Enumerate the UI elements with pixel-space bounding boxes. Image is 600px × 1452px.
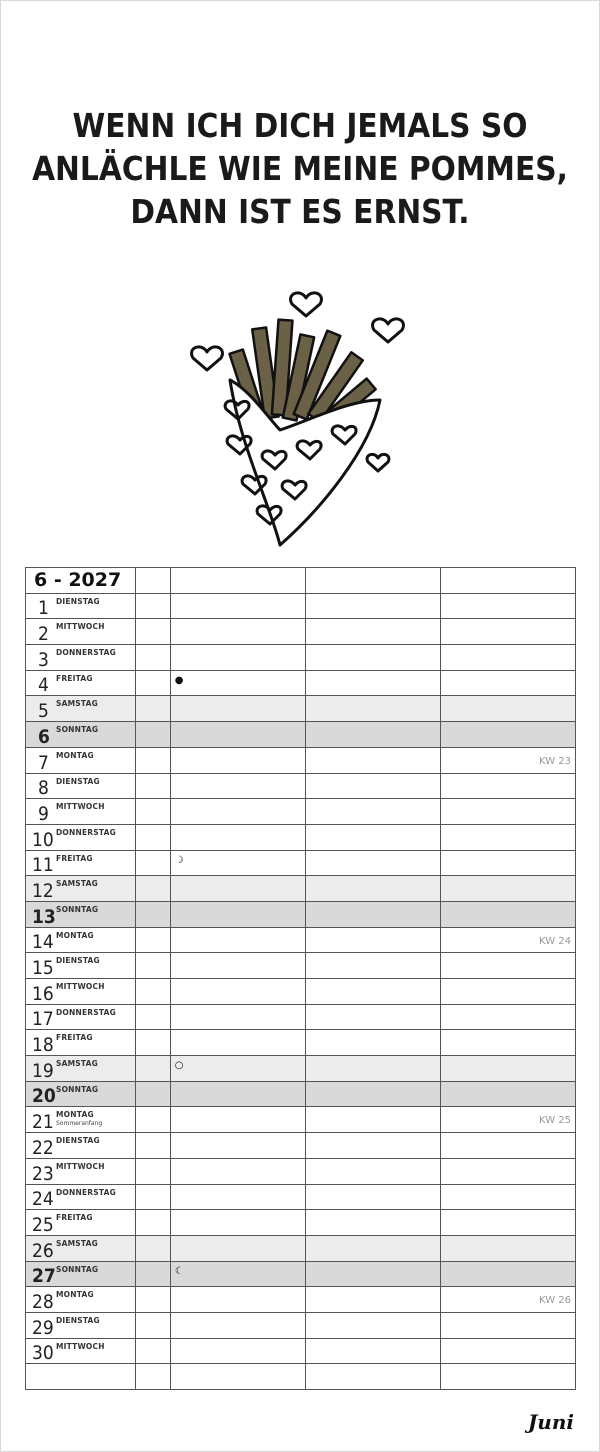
- day-row: [26, 773, 576, 799]
- entry-cell[interactable]: [170, 953, 305, 979]
- entry-cell[interactable]: [305, 901, 440, 927]
- day-number: 13: [32, 905, 56, 928]
- date-cell: [26, 1210, 136, 1236]
- day-row: [26, 901, 576, 927]
- day-number: 17: [32, 1008, 54, 1031]
- entry-cell[interactable]: [440, 1287, 575, 1313]
- date-cell: [26, 696, 136, 722]
- weekday-name: MITTWOCH: [56, 802, 105, 812]
- day-number: 25: [32, 1213, 54, 1236]
- entry-cell[interactable]: [170, 799, 305, 825]
- calendar-week-label: KW 25: [539, 1115, 571, 1127]
- entry-cell[interactable]: [440, 670, 575, 696]
- entry-cell[interactable]: [170, 901, 305, 927]
- weekday-name: DONNERSTAG: [56, 1187, 116, 1197]
- narrow-cell[interactable]: [136, 1004, 171, 1030]
- date-cell: [26, 876, 136, 902]
- day-row: [26, 979, 576, 1005]
- month-year-header: 6 - 2027: [26, 568, 136, 594]
- day-row: [26, 927, 576, 953]
- entry-cell[interactable]: [440, 1133, 575, 1159]
- entry-cell[interactable]: [440, 593, 575, 619]
- narrow-cell[interactable]: [136, 799, 171, 825]
- date-cell: [26, 1364, 136, 1390]
- day-number: 4: [38, 674, 49, 697]
- day-row: [26, 1107, 576, 1133]
- entry-cell[interactable]: [170, 1364, 305, 1390]
- day-row: [26, 953, 576, 979]
- day-row: [26, 696, 576, 722]
- narrow-cell[interactable]: [136, 1312, 171, 1338]
- entry-cell[interactable]: [305, 722, 440, 748]
- entry-cell[interactable]: [305, 1107, 440, 1133]
- entry-cell[interactable]: [170, 619, 305, 645]
- entry-cell[interactable]: [440, 696, 575, 722]
- entry-cell[interactable]: [305, 979, 440, 1005]
- entry-cell[interactable]: [170, 1312, 305, 1338]
- day-row: [26, 747, 576, 773]
- entry-cell[interactable]: [440, 1210, 575, 1236]
- weekday-name: SONNTAG: [56, 1084, 99, 1094]
- narrow-cell[interactable]: [136, 773, 171, 799]
- weekday-name: DIENSTAG: [56, 956, 100, 966]
- narrow-cell[interactable]: [136, 927, 171, 953]
- day-row: [26, 1287, 576, 1313]
- entry-cell[interactable]: [440, 927, 575, 953]
- day-number: 28: [32, 1290, 54, 1313]
- date-cell: [26, 722, 136, 748]
- entry-cell[interactable]: [305, 850, 440, 876]
- weekday-name: SAMSTAG: [56, 699, 98, 709]
- quote: [30, 104, 570, 233]
- weekday-name: DIENSTAG: [56, 1136, 100, 1146]
- date-cell: [26, 850, 136, 876]
- entry-cell[interactable]: [440, 953, 575, 979]
- narrow-cell[interactable]: [136, 747, 171, 773]
- date-cell: [26, 1056, 136, 1082]
- narrow-cell[interactable]: [136, 1107, 171, 1133]
- date-cell: [26, 1081, 136, 1107]
- date-cell: [26, 1030, 136, 1056]
- weekday-name: DIENSTAG: [56, 1315, 100, 1325]
- column-3[interactable]: [440, 568, 575, 594]
- day-row: [26, 1312, 576, 1338]
- month-label: Juni: [527, 1410, 574, 1434]
- entry-cell[interactable]: [170, 1158, 305, 1184]
- calendar-header-row: [26, 568, 576, 594]
- entry-cell[interactable]: [440, 1261, 575, 1287]
- entry-cell[interactable]: [170, 1287, 305, 1313]
- entry-cell[interactable]: [305, 645, 440, 671]
- entry-cell[interactable]: [440, 901, 575, 927]
- entry-cell[interactable]: [305, 773, 440, 799]
- fries-illustration: [180, 280, 410, 550]
- entry-cell[interactable]: [440, 1081, 575, 1107]
- entry-cell[interactable]: [440, 1004, 575, 1030]
- date-cell: [26, 1312, 136, 1338]
- day-number: 21: [32, 1111, 54, 1134]
- day-row: [26, 1158, 576, 1184]
- entry-cell[interactable]: [170, 747, 305, 773]
- entry-cell[interactable]: [170, 1030, 305, 1056]
- narrow-cell[interactable]: [136, 645, 171, 671]
- day-number: 3: [38, 648, 49, 671]
- day-row: [26, 619, 576, 645]
- entry-cell[interactable]: [305, 747, 440, 773]
- day-number: 11: [32, 854, 54, 877]
- entry-cell[interactable]: [440, 876, 575, 902]
- entry-cell[interactable]: [305, 824, 440, 850]
- entry-cell[interactable]: [305, 1287, 440, 1313]
- weekday-name: MONTAG: [56, 750, 94, 760]
- entry-cell[interactable]: [440, 979, 575, 1005]
- date-cell: [26, 953, 136, 979]
- quote-line: DANN IST ES ERNST.: [130, 192, 470, 231]
- weekday-name: FREITAG: [56, 1213, 93, 1223]
- entry-cell[interactable]: [440, 1030, 575, 1056]
- entry-cell[interactable]: [440, 619, 575, 645]
- date-cell: [26, 1287, 136, 1313]
- day-number: 29: [32, 1316, 54, 1339]
- day-row: [26, 593, 576, 619]
- entry-cell[interactable]: [440, 1158, 575, 1184]
- day-number: 6: [38, 725, 50, 748]
- date-cell: [26, 1107, 136, 1133]
- weekday-name: FREITAG: [56, 673, 93, 683]
- narrow-cell[interactable]: [136, 824, 171, 850]
- narrow-cell[interactable]: [136, 1056, 171, 1082]
- entry-cell[interactable]: [305, 1133, 440, 1159]
- weekday-name: DIENSTAG: [56, 776, 100, 786]
- entry-cell[interactable]: [305, 1364, 440, 1390]
- day-number: 18: [32, 1034, 54, 1057]
- date-cell: [26, 1158, 136, 1184]
- day-row: [26, 850, 576, 876]
- narrow-cell[interactable]: [136, 696, 171, 722]
- day-row: [26, 1081, 576, 1107]
- narrow-cell[interactable]: [136, 901, 171, 927]
- entry-cell[interactable]: [305, 696, 440, 722]
- day-number: 27: [32, 1265, 56, 1288]
- moon-phase-icon: ☽: [174, 854, 184, 866]
- day-number: 9: [38, 802, 49, 825]
- day-number: 5: [38, 700, 49, 723]
- day-number: 26: [32, 1239, 54, 1262]
- narrow-cell[interactable]: [136, 1210, 171, 1236]
- narrow-cell[interactable]: [136, 953, 171, 979]
- weekday-name: SAMSTAG: [56, 879, 98, 889]
- entry-cell[interactable]: [305, 1030, 440, 1056]
- entry-cell[interactable]: [305, 927, 440, 953]
- empty-row: [26, 1364, 576, 1390]
- entry-cell[interactable]: [440, 722, 575, 748]
- weekday-name: FREITAG: [56, 1033, 93, 1043]
- day-row: [26, 799, 576, 825]
- day-number: 12: [32, 879, 54, 902]
- date-cell: [26, 927, 136, 953]
- entry-cell[interactable]: [170, 670, 305, 696]
- date-cell: [26, 619, 136, 645]
- entry-cell[interactable]: [305, 953, 440, 979]
- weekday-name: MONTAG: [56, 1110, 94, 1120]
- entry-cell[interactable]: [305, 1312, 440, 1338]
- entry-cell[interactable]: [170, 773, 305, 799]
- entry-cell[interactable]: [440, 773, 575, 799]
- entry-cell[interactable]: [170, 850, 305, 876]
- weekday-name: DONNERSTAG: [56, 648, 116, 658]
- entry-cell[interactable]: [170, 979, 305, 1005]
- date-cell: [26, 1133, 136, 1159]
- day-row: [26, 1056, 576, 1082]
- entry-cell[interactable]: [305, 1235, 440, 1261]
- narrow-cell[interactable]: [136, 876, 171, 902]
- entry-cell[interactable]: [305, 1184, 440, 1210]
- calendar-week-label: KW 26: [539, 1295, 571, 1307]
- calendar-table: [25, 567, 576, 1390]
- entry-cell[interactable]: [440, 747, 575, 773]
- date-cell: [26, 747, 136, 773]
- day-row: [26, 1030, 576, 1056]
- entry-cell[interactable]: [170, 1081, 305, 1107]
- entry-cell[interactable]: [170, 722, 305, 748]
- day-number: 2: [38, 623, 49, 646]
- narrow-cell[interactable]: [136, 850, 171, 876]
- weekday-name: MITTWOCH: [56, 982, 105, 991]
- entry-cell[interactable]: [305, 1056, 440, 1082]
- entry-cell[interactable]: [170, 645, 305, 671]
- weekday-name: SONNTAG: [56, 904, 99, 914]
- day-number: 7: [38, 751, 49, 774]
- date-cell: [26, 1235, 136, 1261]
- entry-cell[interactable]: [440, 1338, 575, 1364]
- entry-cell[interactable]: [305, 1158, 440, 1184]
- day-number: 16: [32, 982, 54, 1005]
- heart-icon: [367, 454, 389, 471]
- entry-cell[interactable]: [170, 1261, 305, 1287]
- weekday-name: SONNTAG: [56, 725, 99, 735]
- day-number: 22: [32, 1136, 54, 1159]
- day-number: 30: [32, 1342, 54, 1365]
- day-row: [26, 1210, 576, 1236]
- narrow-cell[interactable]: [136, 1081, 171, 1107]
- quote-line: ANLÄCHLE WIE MEINE POMMES,: [32, 149, 568, 188]
- narrow-cell[interactable]: [136, 670, 171, 696]
- weekday-name: MITTWOCH: [56, 1341, 105, 1351]
- entry-cell[interactable]: [170, 927, 305, 953]
- moon-phase-icon: ☾: [174, 1265, 184, 1277]
- day-row: [26, 1261, 576, 1287]
- entry-cell[interactable]: [170, 876, 305, 902]
- entry-cell[interactable]: [440, 799, 575, 825]
- day-number: 20: [32, 1085, 56, 1108]
- entry-cell[interactable]: [170, 593, 305, 619]
- entry-cell[interactable]: [170, 1133, 305, 1159]
- moon-phase-icon: ●: [174, 674, 184, 686]
- entry-cell[interactable]: [170, 824, 305, 850]
- moon-phase-icon: ○: [174, 1060, 184, 1072]
- entry-cell[interactable]: [170, 1056, 305, 1082]
- weekday-name: DIENSTAG: [56, 596, 100, 606]
- narrow-cell[interactable]: [136, 1133, 171, 1159]
- day-row: [26, 824, 576, 850]
- narrow-cell[interactable]: [136, 619, 171, 645]
- entry-cell[interactable]: [440, 1235, 575, 1261]
- entry-cell[interactable]: [440, 1107, 575, 1133]
- weekday-name: MONTAG: [56, 930, 94, 940]
- weekday-name: SAMSTAG: [56, 1059, 98, 1069]
- day-row: [26, 876, 576, 902]
- date-cell: [26, 773, 136, 799]
- entry-cell[interactable]: [170, 696, 305, 722]
- entry-cell[interactable]: [305, 670, 440, 696]
- day-number: 8: [38, 777, 49, 800]
- calendar-week-label: KW 24: [539, 935, 571, 947]
- entry-cell[interactable]: [305, 876, 440, 902]
- day-number: 15: [32, 957, 54, 979]
- date-cell: [26, 824, 136, 850]
- date-cell: [26, 645, 136, 671]
- narrow-cell[interactable]: [136, 1184, 171, 1210]
- heart-icon: [192, 347, 223, 370]
- narrow-cell[interactable]: [136, 1338, 171, 1364]
- calendar-week-label: KW 23: [539, 755, 571, 767]
- narrow-cell[interactable]: [136, 979, 171, 1005]
- date-cell: [26, 799, 136, 825]
- date-cell: [26, 901, 136, 927]
- narrow-cell[interactable]: [136, 722, 171, 748]
- day-number: 24: [32, 1188, 54, 1211]
- weekday-name: MONTAG: [56, 1290, 94, 1300]
- entry-cell[interactable]: [440, 1364, 575, 1390]
- narrow-cell[interactable]: [136, 1287, 171, 1313]
- weekday-name: SAMSTAG: [56, 1238, 98, 1248]
- entry-cell[interactable]: [170, 1338, 305, 1364]
- entry-cell[interactable]: [440, 824, 575, 850]
- day-row: [26, 1338, 576, 1364]
- day-number: 10: [32, 828, 54, 851]
- holiday-note: Sommeranfang: [56, 1120, 103, 1128]
- entry-cell[interactable]: [305, 1004, 440, 1030]
- entry-cell[interactable]: [170, 1210, 305, 1236]
- column-1[interactable]: [170, 568, 305, 594]
- date-cell: [26, 670, 136, 696]
- day-row: [26, 1004, 576, 1030]
- heart-icon: [291, 293, 322, 316]
- weekday-name: DONNERSTAG: [56, 1007, 116, 1017]
- day-row: [26, 722, 576, 748]
- entry-cell[interactable]: [170, 1184, 305, 1210]
- entry-cell[interactable]: [440, 1312, 575, 1338]
- entry-cell[interactable]: [305, 1338, 440, 1364]
- entry-cell[interactable]: [170, 1107, 305, 1133]
- date-cell: [26, 1004, 136, 1030]
- entry-cell[interactable]: [305, 1261, 440, 1287]
- narrow-cell[interactable]: [136, 1030, 171, 1056]
- day-number: 19: [32, 1059, 54, 1082]
- weekday-name: FREITAG: [56, 853, 93, 863]
- column-2[interactable]: [305, 568, 440, 594]
- entry-cell[interactable]: [305, 619, 440, 645]
- day-number: 23: [32, 1162, 54, 1185]
- narrow-cell[interactable]: [136, 593, 171, 619]
- day-row: [26, 670, 576, 696]
- quote-line: WENN ICH DICH JEMALS SO: [72, 106, 528, 145]
- weekday-name: SONNTAG: [56, 1264, 99, 1274]
- entry-cell[interactable]: [305, 593, 440, 619]
- entry-cell[interactable]: [440, 1056, 575, 1082]
- entry-cell[interactable]: [170, 1004, 305, 1030]
- date-cell: [26, 1261, 136, 1287]
- date-cell: [26, 1338, 136, 1364]
- entry-cell[interactable]: [305, 799, 440, 825]
- weekday-name: MITTWOCH: [56, 622, 105, 632]
- entry-cell[interactable]: [440, 850, 575, 876]
- entry-cell[interactable]: [440, 645, 575, 671]
- entry-cell[interactable]: [305, 1210, 440, 1236]
- date-cell: [26, 979, 136, 1005]
- narrow-cell[interactable]: [136, 1364, 171, 1390]
- entry-cell[interactable]: [440, 1184, 575, 1210]
- date-cell: [26, 593, 136, 619]
- entry-cell[interactable]: [170, 1235, 305, 1261]
- day-row: [26, 645, 576, 671]
- day-row: [26, 1184, 576, 1210]
- day-row: [26, 1133, 576, 1159]
- date-cell: [26, 1184, 136, 1210]
- narrow-cell[interactable]: [136, 1261, 171, 1287]
- heart-icon: [373, 319, 404, 342]
- entry-cell[interactable]: [305, 1081, 440, 1107]
- weekday-name: DONNERSTAG: [56, 827, 116, 837]
- day-number: 14: [32, 931, 54, 954]
- narrow-cell[interactable]: [136, 1235, 171, 1261]
- day-number: 1: [38, 597, 49, 620]
- narrow-cell[interactable]: [136, 1158, 171, 1184]
- weekday-name: MITTWOCH: [56, 1161, 105, 1171]
- day-row: [26, 1235, 576, 1261]
